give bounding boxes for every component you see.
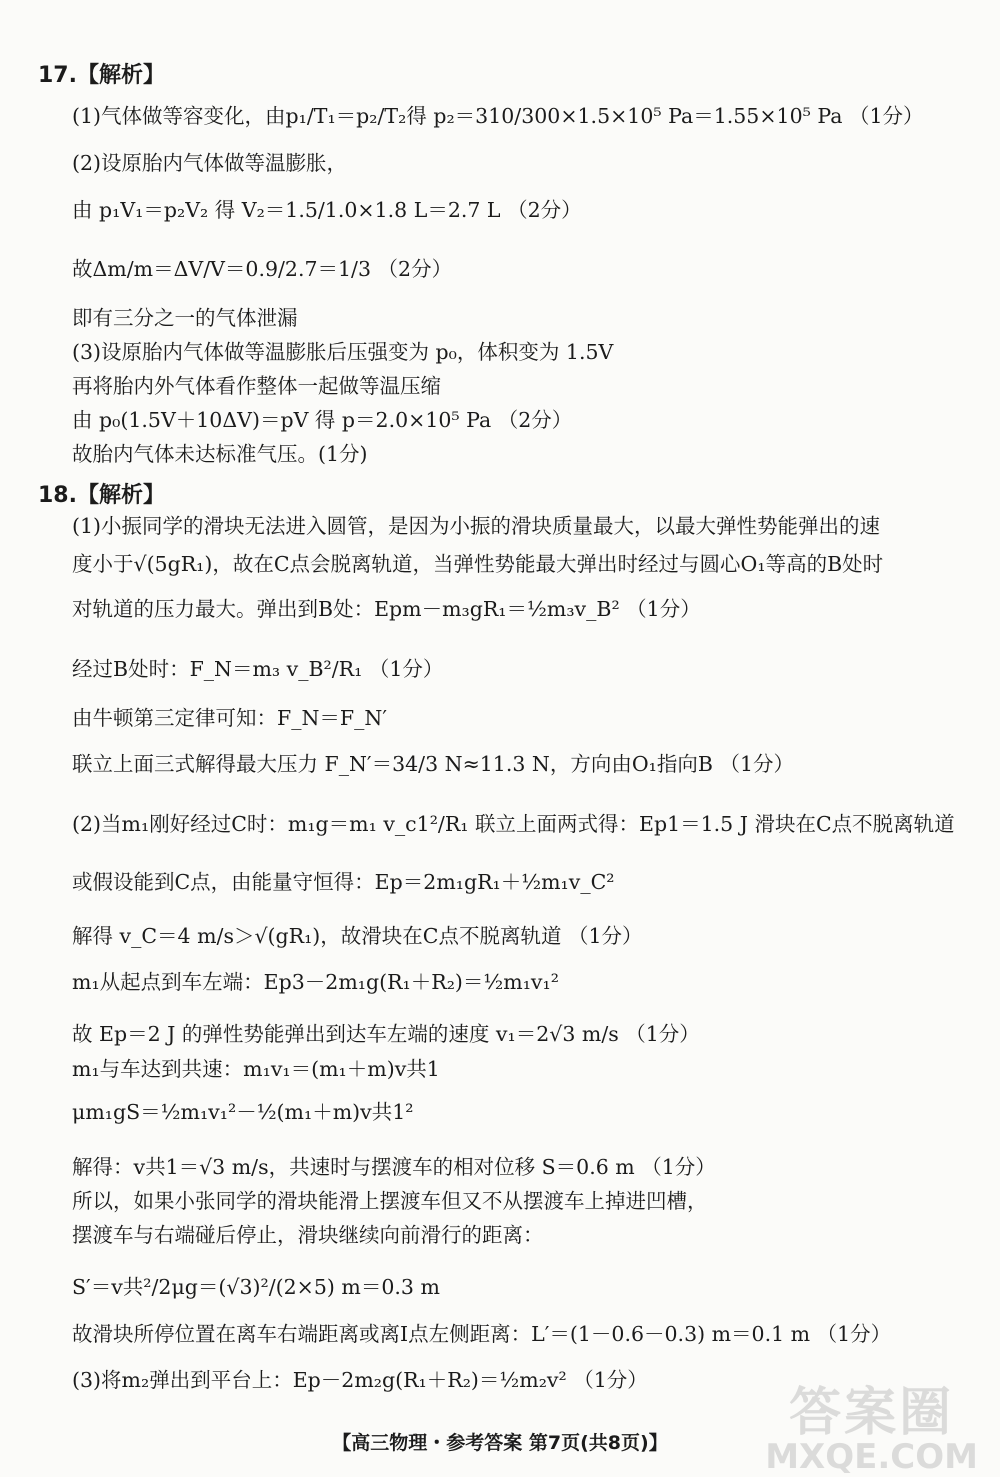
- q17-line: 故Δm/m＝ΔV/V＝0.9/2.7＝1/3 （2分）: [72, 257, 453, 281]
- q17-line: 再将胎内外气体看作整体一起做等温压缩: [72, 374, 441, 398]
- q18-line: 解得 v_C＝4 m/s＞√(gR₁)，故滑块在C点不脱离轨道 （1分）: [72, 924, 643, 948]
- q18-line: 故滑块所停位置在离车右端距离或离I点左侧距离：L′＝(1－0.6－0.3) m＝0.1 m （1分）: [72, 1322, 892, 1346]
- q17-line: (3)设原胎内气体做等温膨胀后压强变为 p₀，体积变为 1.5V: [72, 340, 614, 364]
- q18-line: μm₁gS＝½m₁v₁²－½(m₁＋m)v共1²: [72, 1100, 414, 1124]
- q18-line: S′＝v共²/2μg＝(√3)²/(2×5) m＝0.3 m: [72, 1275, 440, 1299]
- q18-line: 故 Ep＝2 J 的弹性势能弹出到达车左端的速度 v₁＝2√3 m/s （1分）: [72, 1022, 700, 1046]
- q18-line: (1)小振同学的滑块无法进入圆管，是因为小振的滑块质量最大，以最大弹性势能弹出的速: [72, 514, 881, 538]
- q18-line: 对轨道的压力最大。弹出到B处：Epm－m₃gR₁＝½m₃v_B² （1分）: [72, 597, 701, 621]
- q17-line: 由 p₁V₁＝p₂V₂ 得 V₂＝1.5/1.0×1.8 L＝2.7 L （2分）: [72, 198, 582, 222]
- q17-line: 故胎内气体未达标准气压。(1分): [72, 442, 368, 466]
- question-17-title: 17.【解析】: [38, 63, 165, 88]
- watermark-url: MXQE.COM: [765, 1437, 978, 1477]
- q17-line: 即有三分之一的气体泄漏: [72, 306, 298, 330]
- q18-line: 经过B处时：F_N＝m₃ v_B²/R₁ （1分）: [72, 657, 444, 681]
- q17-line: 由 p₀(1.5V＋10ΔV)＝pV 得 p＝2.0×10⁵ Pa （2分）: [72, 408, 573, 432]
- question-18-title: 18.【解析】: [38, 483, 165, 508]
- q18-line: 解得：v共1＝√3 m/s，共速时与摆渡车的相对位移 S＝0.6 m （1分）: [72, 1155, 716, 1179]
- q18-line: (2)当m₁刚好经过C时：m₁g＝m₁ v_c1²/R₁ 联立上面两式得：Ep1＝1.5 J 滑块在C点不脱离轨道: [72, 812, 955, 836]
- q18-line: 联立上面三式解得最大压力 F_N′＝34/3 N≈11.3 N，方向由O₁指向B （1分）: [72, 752, 794, 776]
- q17-line: (1)气体做等容变化，由p₁/T₁＝p₂/T₂得 p₂＝310/300×1.5×10⁵ Pa＝1.55×10⁵ Pa （1分）: [72, 104, 924, 128]
- page-footer: 【高三物理・参考答案 第7页(共8页)】: [332, 1432, 668, 1454]
- q18-line: 所以，如果小张同学的滑块能滑上摆渡车但又不从摆渡车上掉进凹槽，: [72, 1189, 708, 1213]
- q18-line: 摆渡车与右端碰后停止，滑块继续向前滑行的距离：: [72, 1223, 544, 1247]
- q18-line: 由牛顿第三定律可知：F_N＝F_N′: [72, 706, 387, 730]
- q17-line: (2)设原胎内气体做等温膨胀，: [72, 151, 348, 175]
- q18-line: 度小于√(5gR₁)，故在C点会脱离轨道，当弹性势能最大弹出时经过与圆心O₁等高的B处时: [72, 552, 884, 576]
- watermark: [765, 1370, 978, 1477]
- watermark-logo: 答案圈: [789, 1383, 955, 1443]
- q18-line: 或假设能到C点，由能量守恒得：Ep＝2m₁gR₁＋½m₁v_C²: [72, 870, 615, 894]
- q18-line: m₁与车达到共速：m₁v₁＝(m₁＋m)v共1: [72, 1057, 440, 1081]
- q18-line: m₁从起点到车左端：Ep3－2m₁g(R₁＋R₂)＝½m₁v₁²: [72, 970, 559, 994]
- q18-line: (3)将m₂弹出到平台上：Ep－2m₂g(R₁＋R₂)＝½m₂v² （1分）: [72, 1368, 648, 1392]
